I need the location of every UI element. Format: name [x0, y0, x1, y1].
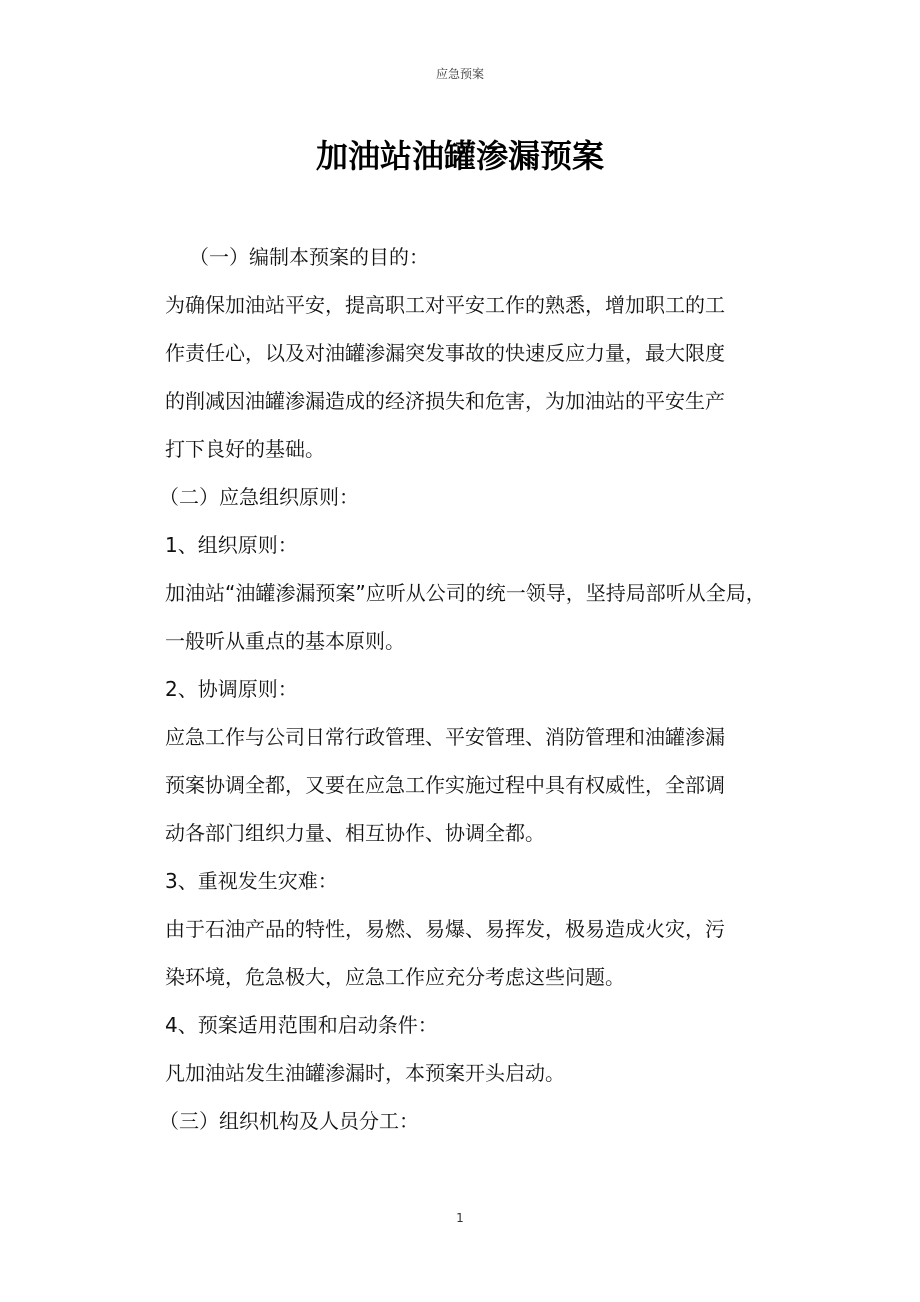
subsection-heading: 1、组织原则： — [165, 533, 298, 557]
subsection-heading: 4、预案适用范围和启动条件： — [165, 1013, 438, 1037]
document-body — [159, 233, 815, 1145]
page-number: 1 — [456, 1211, 464, 1225]
section-heading-organization: （三）组织机构及人员分工： — [159, 1109, 419, 1133]
running-header: 应急预案 — [435, 67, 484, 81]
paragraph-line: 一般听从重点的基本原则。 — [165, 629, 405, 653]
paragraph-line: 加油站“油罐渗漏预案”应听从公司的统一领导，坚持局部听从全局， — [165, 581, 766, 605]
paragraph-line: 作责任心，以及对油罐渗漏突发事故的快速反应力量，最大限度 — [165, 341, 725, 365]
paragraph-line: 动各部门组织力量、相互协作、协调全都。 — [165, 821, 545, 845]
subsection-heading: 3、重视发生灾难： — [165, 869, 338, 893]
paragraph-line: 预案协调全都，又要在应急工作实施过程中具有权威性，全部调 — [165, 773, 725, 797]
section-heading-principles: （二）应急组织原则： — [159, 485, 359, 509]
paragraph-line: 打下良好的基础。 — [165, 437, 325, 461]
document-title: 加油站油罐渗漏预案 — [315, 137, 604, 175]
paragraph-line: 由于石油产品的特性，易燃、易爆、易挥发，极易造成火灾，污 — [165, 917, 725, 941]
paragraph-line: 凡加油站发生油罐渗漏时，本预案开头启动。 — [165, 1061, 565, 1085]
paragraph-line: 应急工作与公司日常行政管理、平安管理、消防管理和油罐渗漏 — [165, 725, 725, 749]
paragraph-line: 的削减因油罐渗漏造成的经济损失和危害，为加油站的平安生产 — [165, 389, 725, 413]
paragraph-line: 染环境，危急极大，应急工作应充分考虑这些问题。 — [165, 965, 625, 989]
subsection-heading: 2、协调原则： — [165, 677, 298, 701]
paragraph-line: 为确保加油站平安，提高职工对平安工作的熟悉，增加职工的工 — [165, 293, 725, 317]
section-heading-purpose: （一）编制本预案的目的： — [189, 245, 429, 269]
